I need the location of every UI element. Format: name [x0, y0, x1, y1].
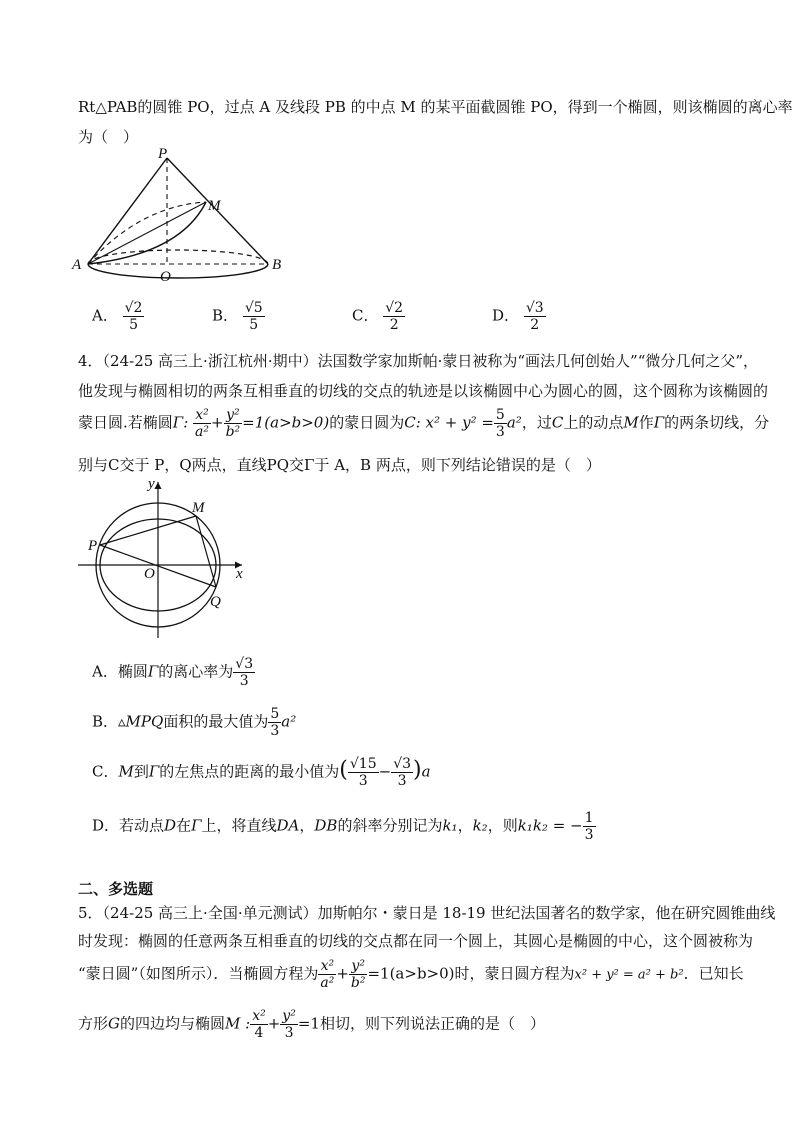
label-P: P [88, 538, 98, 554]
q4-stem-line3: 蒙日圆.若椭圆Γ: $\frac{\text{x²}}{\text{a²}}$ + $\frac{\text{y²}}{\text{b²}}$ =1(a>b>0)的蒙日圆为C: x² + y² = $\frac{5}{3}$ a²，过C上的动点M作Γ的两条切线，分 [78, 407, 770, 441]
q3-option-D[interactable]: D． $\frac{√3}{2}$ [492, 300, 544, 334]
q4-option-A[interactable]: A．椭圆Γ的离心率为 $\frac{√3}{3}$ [92, 656, 254, 690]
q3-option-C[interactable]: C． $\frac{√2}{2}$ [352, 300, 404, 334]
q4-option-D[interactable]: D．若动点D在Γ上，将直线DA，DB的斜率分别记为k₁，k₂，则k₁k₂ = − $\frac{1}{3}$ [92, 810, 594, 844]
q4-option-B[interactable]: B．▵MPQ面积的最大值为 $\frac{5}{3}$ a² [92, 706, 297, 740]
q4-stem-line4: 别与C交于 P，Q两点，直线PQ交Γ于 A，B 两点，则下列结论错误的是（ ） [78, 456, 601, 474]
q3-option-A[interactable]: A． $\frac{√2}{5}$ [92, 300, 143, 334]
label-Q: Q [210, 594, 221, 610]
q5-stem-line3: “蒙日圆”（如图所示）．当椭圆方程为 $\frac{\text{x²}}{\text{a²}}$ + $\frac{\text{y²}}{\text{b²}}$ =1(a>b>0)时，蒙日圆方程为x² + y² = a² + b²．已知长 [78, 958, 744, 992]
q4-stem-line1: 4．（24-25 高三上·浙江杭州·期中）法国数学家加斯帕·蒙日被称为“画法几何创始人”“微分几何之父”， [78, 352, 759, 370]
q3-option-B[interactable]: B． $\frac{√5}{5}$ [212, 300, 263, 334]
label-P: P [158, 146, 168, 162]
label-y: y [148, 476, 155, 492]
q4-stem-line2: 他发现与椭圆相切的两条互相垂直的切线的交点的轨迹是以该椭圆中心为圆心的圆，这个圆称为该椭圆的 [78, 382, 769, 400]
q5-stem-line4: 方形G的四边均与椭圆M : $\frac{\text{x²}}{4}$ + $\frac{\text{y²}}{3}$ =1相切，则下列说法正确的是（ ） [78, 1008, 545, 1042]
label-O: O [144, 566, 155, 582]
label-O: O [160, 269, 171, 285]
q3-stem-line1: Rt△PAB的圆锥 PO，过点 A 及线段 PB 的中点 M 的某平面截圆锥 PO，得到一个椭圆，则该椭圆的离心率 [78, 98, 793, 116]
q5-stem-line1: 5．（24-25 高三上·全国·单元测试）加斯帕尔・蒙日是 18-19 世纪法国著名的数学家，他在研究圆锥曲线 [78, 904, 776, 922]
q4-option-C[interactable]: C．M到Γ的左焦点的距离的最小值为( $\frac{√15}{3}$ − $\frac{√3}{3}$ )a [92, 756, 431, 790]
label-x: x [236, 566, 243, 582]
cone-base-front-arc [88, 264, 268, 278]
cone-base-back-arc [88, 250, 268, 264]
cone-figure [60, 148, 280, 288]
segment-AM [88, 202, 206, 264]
q5-stem-line2: 时发现：椭圆的任意两条互相垂直的切线的交点都在同一个圆上，其圆心是椭圆的中心，这个圆被称为 [78, 932, 754, 950]
label-B: B [272, 257, 282, 273]
label-A: A [72, 257, 82, 273]
label-M: M [192, 500, 205, 516]
label-M: M [208, 198, 221, 214]
section-heading: 二、多选题 [78, 880, 154, 898]
monge-circle-figure [70, 470, 260, 640]
q3-stem-line2: 为（ ） [78, 128, 139, 146]
